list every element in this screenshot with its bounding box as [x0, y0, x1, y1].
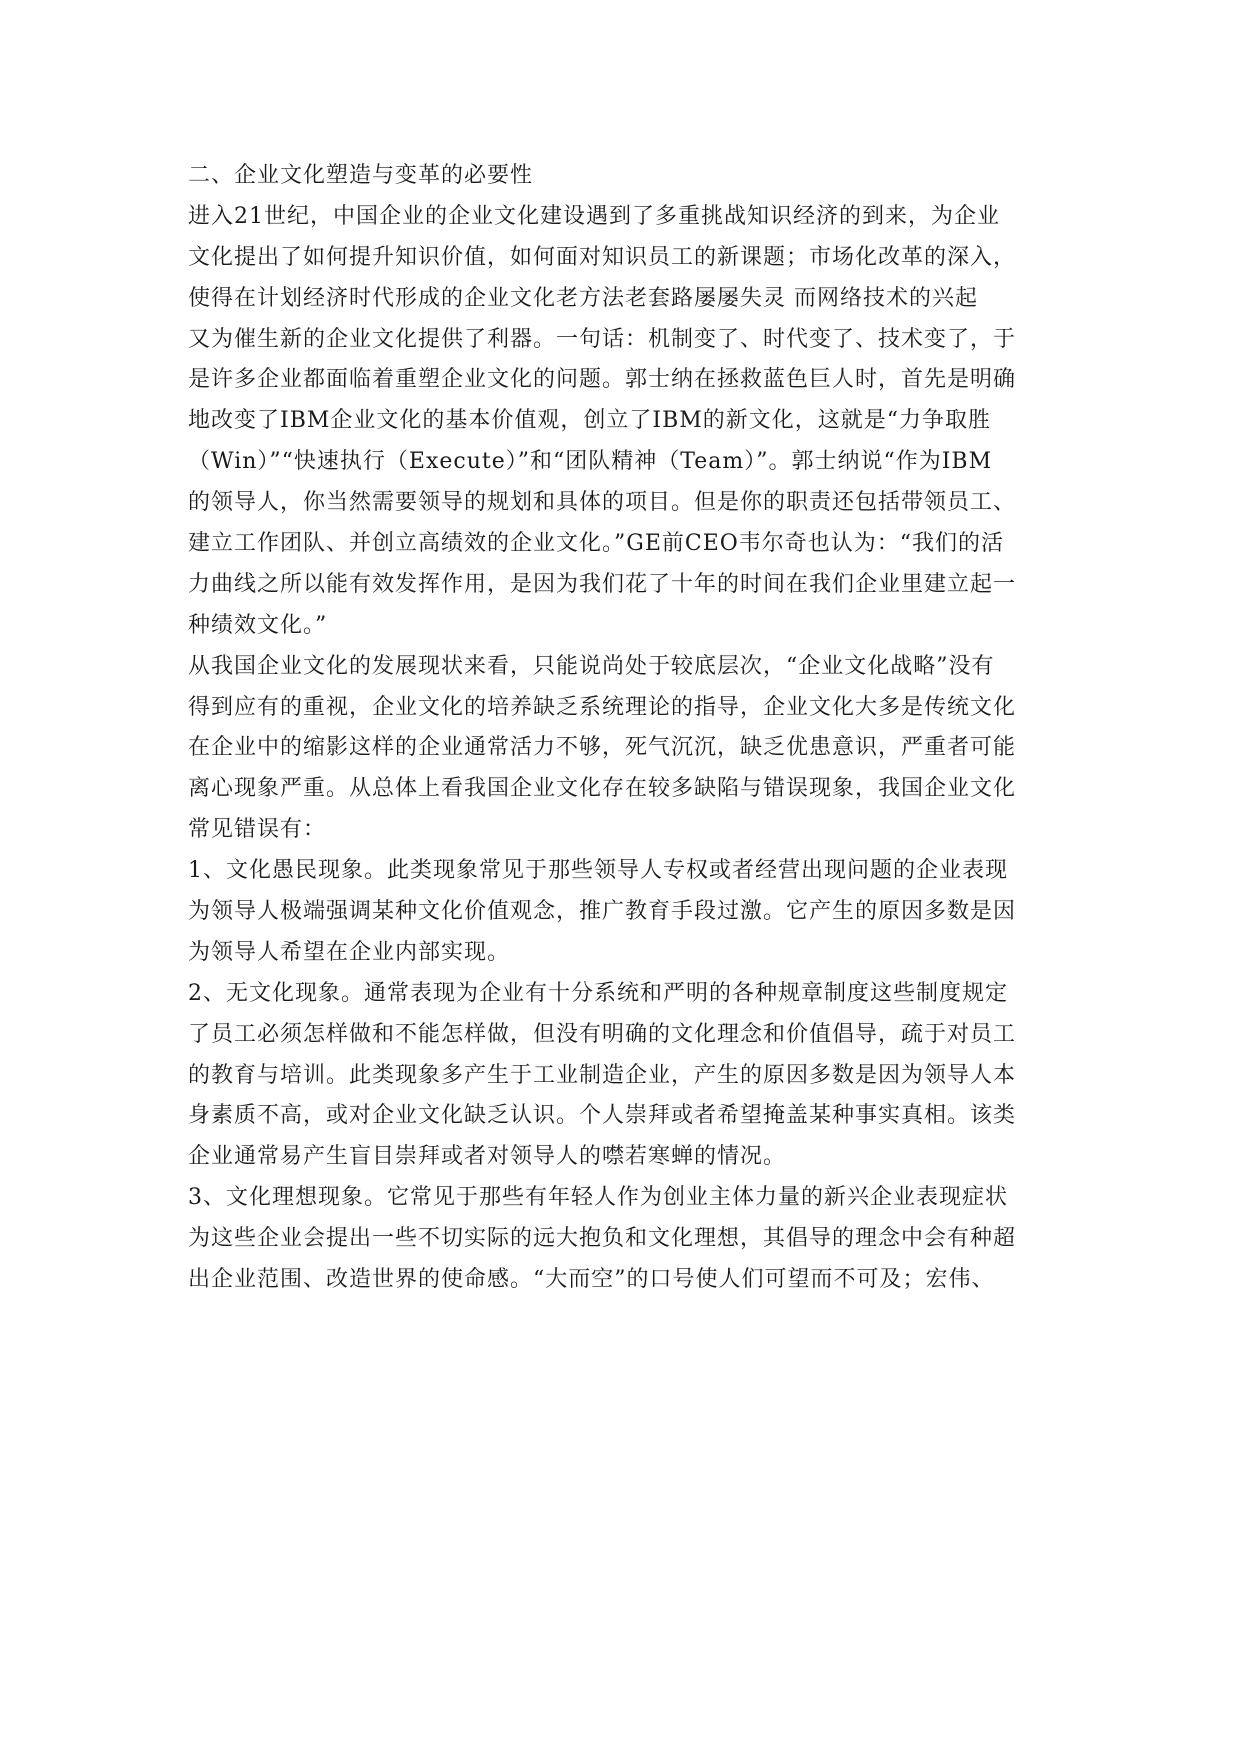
text-line: 地改变了IBM企业文化的基本价值观，创立了IBM的新文化，这就是“力争取胜 — [188, 408, 992, 434]
text-line: 离心现象严重。从总体上看我国企业文化存在较多缺陷与错误现象，我国企业文化 — [188, 776, 1017, 802]
list-item-1: 1、文化愚民现象。此类现象常见于那些领导人专权或者经营出现问题的企业表现 — [188, 858, 1008, 884]
text-line: 常见错误有： — [188, 817, 327, 843]
text-line: 文化提出了如何提升知识价值，如何面对知识员工的新课题；市场化改革的深入， — [188, 244, 1017, 270]
text-line: 为领导人极端强调某种文化价值观念，推广教育手段过激。它产生的原因多数是因 — [188, 899, 1017, 925]
text-line: 又为催生新的企业文化提供了利器。一句话：机制变了、时代变了、技术变了，于 — [188, 326, 1017, 352]
text-line: 的领导人，你当然需要领导的规划和具体的项目。但是你的职责还包括带领员工、 — [188, 490, 1017, 516]
text-line: 为领导人希望在企业内部实现。 — [188, 939, 511, 965]
text-line: 种绩效文化。” — [188, 612, 328, 638]
text-line: （Win）”“快速执行（Execute）”和“团队精神（Team）”。郭士纳说“作为IBM — [188, 449, 993, 475]
text-line: 企业通常易产生盲目崇拜或者对领导人的噤若寒蝉的情况。 — [188, 1144, 787, 1170]
text-line: 得到应有的重视，企业文化的培养缺乏系统理论的指导，企业文化大多是传统文化 — [188, 694, 1017, 720]
text-line: 进入21世纪，中国企业的企业文化建设遇到了多重挑战知识经济的到来，为企业 — [188, 203, 1000, 229]
text-line: 建立工作团队、并创立高绩效的企业文化。”GE前CEO韦尔奇也认为：“我们的活 — [188, 531, 1005, 557]
list-item-2: 2、无文化现象。通常表现为企业有十分系统和严明的各种规章制度这些制度规定 — [188, 980, 1008, 1006]
text-line: 在企业中的缩影这样的企业通常活力不够，死气沉沉，缺乏优患意识，严重者可能 — [188, 735, 1017, 761]
text-line: 是许多企业都面临着重塑企业文化的问题。郭士纳在拯救蓝色巨人时，首先是明确 — [188, 367, 1017, 393]
text-line: 出企业范围、改造世界的使命感。“大而空”的口号使人们可望而不可及；宏伟、 — [188, 1267, 995, 1293]
text-line: 为这些企业会提出一些不切实际的远大抱负和文化理想，其倡导的理念中会有种超 — [188, 1226, 1017, 1252]
text-line: 力曲线之所以能有效发挥作用，是因为我们花了十年的时间在我们企业里建立起一 — [188, 571, 1017, 597]
text-line: 身素质不高，或对企业文化缺乏认识。个人崇拜或者希望掩盖某种事实真相。该类 — [188, 1103, 1017, 1129]
text-line: 的教育与培训。此类现象多产生于工业制造企业，产生的原因多数是因为领导人本 — [188, 1062, 1017, 1088]
text-line: 了员工必须怎样做和不能怎样做，但没有明确的文化理念和价值倡导，疏于对员工 — [188, 1021, 1017, 1047]
list-item-3: 3、文化理想现象。它常见于那些有年轻人作为创业主体力量的新兴企业表现症状 — [188, 1185, 1008, 1211]
text-line: 从我国企业文化的发展现状来看，只能说尚处于较底层次，“企业文化战略”没有 — [188, 653, 995, 679]
body-text — [188, 156, 1088, 1301]
section-heading: 二、企业文化塑造与变革的必要性 — [188, 163, 534, 188]
text-line: 使得在计划经济时代形成的企业文化老方法老套路屡屡失灵 而网络技术的兴起 — [188, 285, 978, 311]
